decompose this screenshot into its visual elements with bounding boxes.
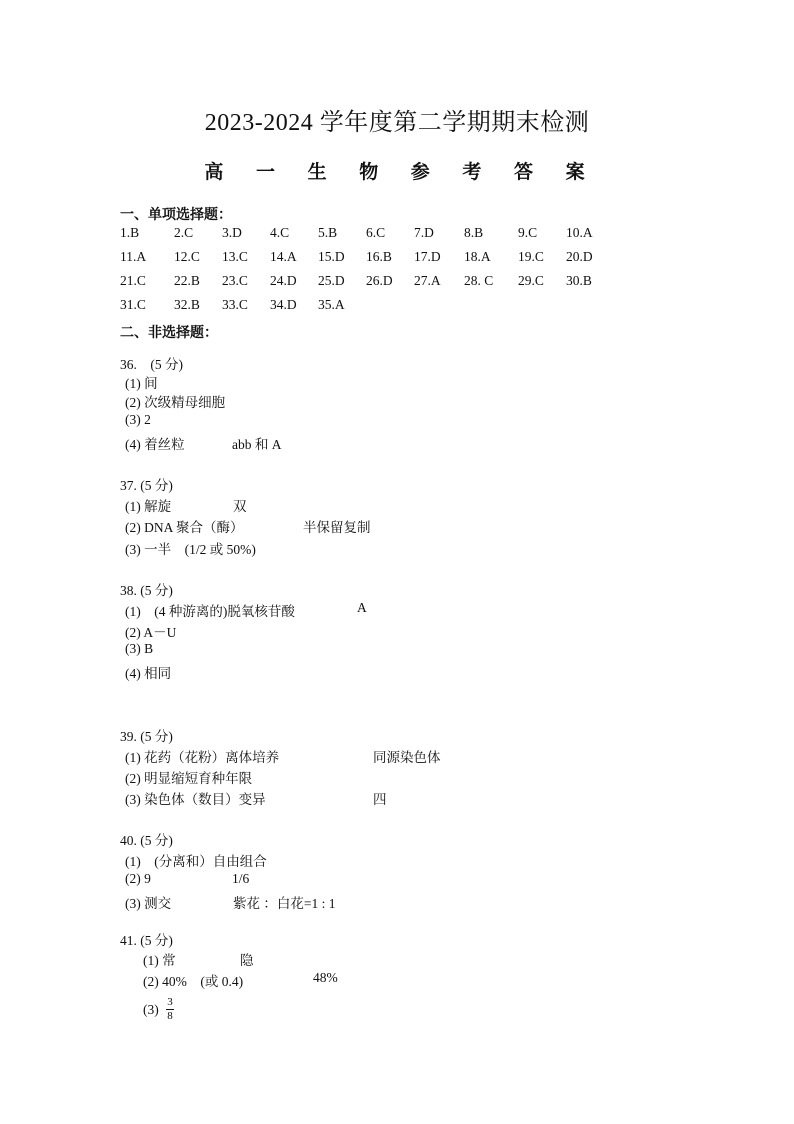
q38-line-4: (4) 相同 bbox=[125, 666, 172, 681]
q39-line-3a: (3) 染色体（数目）变异 bbox=[125, 792, 266, 807]
q38-heading: 38. (5 分) bbox=[120, 583, 173, 598]
mc-answer: 21.C bbox=[120, 273, 146, 288]
mc-answer: 20.D bbox=[566, 249, 593, 264]
mc-answer: 4.C bbox=[270, 225, 290, 240]
q41-heading: 41. (5 分) bbox=[120, 933, 173, 948]
q39-heading: 39. (5 分) bbox=[120, 729, 173, 744]
q38-line-3: (3) B bbox=[125, 641, 154, 656]
mc-answer: 7.D bbox=[414, 225, 434, 240]
q41-line-1a: (1) 常 bbox=[143, 953, 176, 968]
q38-line-1b: A bbox=[357, 600, 367, 615]
q37-heading: 37. (5 分) bbox=[120, 478, 173, 493]
q37-line-1b: 双 bbox=[233, 499, 247, 514]
mc-answer: 9.C bbox=[518, 225, 538, 240]
mc-answer: 6.C bbox=[366, 225, 386, 240]
mc-answer: 13.C bbox=[222, 249, 248, 264]
q39-line-3b: 四 bbox=[373, 792, 387, 807]
mc-answer: 34.D bbox=[270, 297, 297, 312]
mc-answer: 14.A bbox=[270, 249, 297, 264]
q37-line-2b: 半保留复制 bbox=[303, 520, 371, 535]
q40-line-3b: 紫花 ：白花=1 : 1 bbox=[233, 896, 336, 911]
q41-line-2b: 48% bbox=[313, 970, 338, 985]
q36-heading: 36. (5 分) bbox=[120, 357, 183, 372]
mc-answer: 8.B bbox=[464, 225, 484, 240]
q36-line-1: (1) 间 bbox=[125, 376, 158, 391]
q40-line-2b: 1/6 bbox=[232, 871, 250, 886]
q40-line-1: (1) (分离和）自由组合 bbox=[125, 854, 267, 869]
mc-answer: 23.C bbox=[222, 273, 248, 288]
q41-line-2a: (2) 40% (或 0.4) bbox=[143, 974, 244, 989]
mc-answer: 28. C bbox=[464, 273, 494, 288]
q38-line-1a: (1) (4 种游离的)脱氧核苷酸 bbox=[125, 604, 295, 619]
q37-line-2a: (2) DNA 聚合（酶） bbox=[125, 520, 244, 535]
page-subtitle: 高 一 生 物 参 考 答 案 bbox=[204, 161, 598, 183]
mc-answer: 19.C bbox=[518, 249, 544, 264]
mc-answer: 1.B bbox=[120, 225, 140, 240]
mc-answer: 27.A bbox=[414, 273, 441, 288]
q40-heading: 40. (5 分) bbox=[120, 833, 173, 848]
mc-answer: 32.B bbox=[174, 297, 200, 312]
mc-answer: 30.B bbox=[566, 273, 592, 288]
mc-answer: 18.A bbox=[464, 249, 491, 264]
fraction-denominator: 8 bbox=[167, 1010, 173, 1022]
mc-answer: 35.A bbox=[318, 297, 345, 312]
q36-line-3: (3) 2 bbox=[125, 412, 151, 427]
mc-answer: 22.B bbox=[174, 273, 200, 288]
mc-answer: 12.C bbox=[174, 249, 200, 264]
q41-fraction bbox=[166, 997, 174, 1022]
mc-answer: 24.D bbox=[270, 273, 297, 288]
mc-answer: 29.C bbox=[518, 273, 544, 288]
mc-answer: 16.B bbox=[366, 249, 392, 264]
q36-line-2: (2) 次级精母细胞 bbox=[125, 395, 226, 410]
q41-line-1b: 隐 bbox=[240, 953, 254, 968]
q39-line-1b: 同源染色体 bbox=[373, 750, 441, 765]
q37-line-1a: (1) 解旋 bbox=[125, 499, 172, 514]
q36-line-4b: abb 和 A bbox=[232, 437, 282, 452]
mc-answer: 17.D bbox=[414, 249, 441, 264]
section-2-heading: 二、非选择题： bbox=[120, 325, 218, 341]
q39-line-1a: (1) 花药（花粉）离体培养 bbox=[125, 750, 280, 765]
q39-line-2: (2) 明显缩短育种年限 bbox=[125, 771, 253, 786]
mc-answer: 26.D bbox=[366, 273, 393, 288]
mc-answer: 15.D bbox=[318, 249, 345, 264]
fraction-numerator: 3 bbox=[167, 996, 173, 1008]
mc-answer: 25.D bbox=[318, 273, 345, 288]
mc-answer: 10.A bbox=[566, 225, 593, 240]
mc-answer: 5.B bbox=[318, 225, 338, 240]
mc-answer: 11.A bbox=[120, 249, 147, 264]
page-title: 2023-2024 学年度第二学期期末检测 bbox=[204, 110, 590, 136]
q40-line-2a: (2) 9 bbox=[125, 871, 151, 886]
q40-line-3a: (3) 测交 bbox=[125, 896, 172, 911]
q36-line-4a: (4) 着丝粒 bbox=[125, 437, 185, 452]
q37-line-3: (3) 一半 (1/2 或 50%) bbox=[125, 542, 256, 557]
section-1-heading: 一、单项选择题： bbox=[120, 207, 232, 223]
q38-line-2: (2) A－U bbox=[125, 625, 177, 640]
mc-answer: 33.C bbox=[222, 297, 248, 312]
mc-answer: 3.D bbox=[222, 225, 242, 240]
q41-line-3: (3) bbox=[143, 1002, 159, 1017]
mc-answer: 2.C bbox=[174, 225, 194, 240]
mc-answer: 31.C bbox=[120, 297, 146, 312]
